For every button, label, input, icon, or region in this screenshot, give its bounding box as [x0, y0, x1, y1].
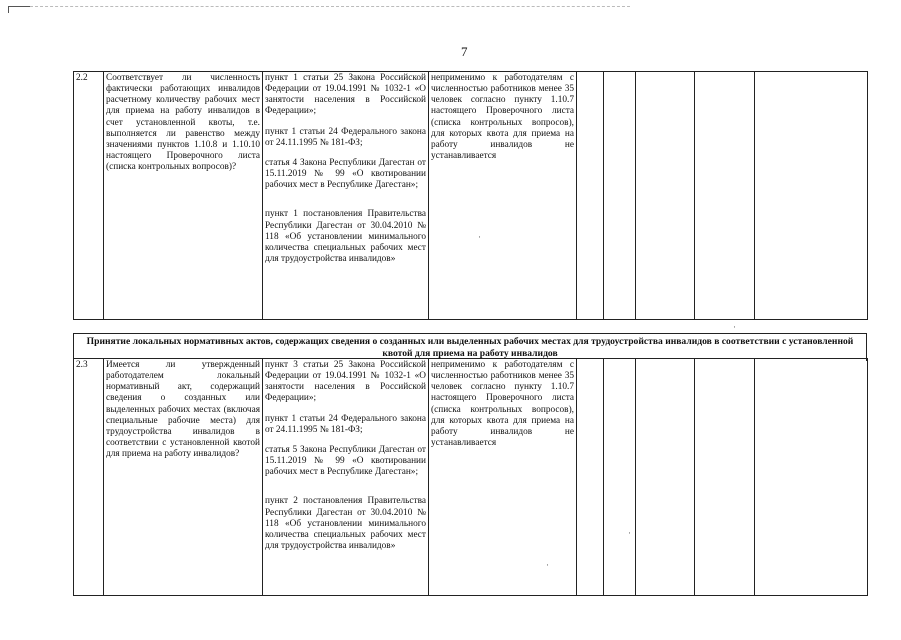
question-text: Имеется ли утвержденный работодателем локальный нормативный акт, содержащий сведения о созданных или выделенных рабочих местах (включая специальные рабочие места) для трудоустройства инвалидов в соответствии с установленной квотой для приема на работу инвалидов? — [104, 359, 263, 596]
legal-reference: статья 4 Закона Республики Дагестан от 15.11.2019 № 99 «О квотировании рабочих мест в Республике Дагестан»; — [265, 157, 426, 191]
answer-na-cell — [636, 359, 695, 596]
legal-reference: статья 5 Закона Республики Дагестан от 15.11.2019 № 99 «О квотировании рабочих мест в Республике Дагестан»; — [265, 444, 426, 478]
row-number: 2.2 — [74, 72, 104, 320]
scan-speck: · — [628, 528, 631, 538]
answer-yes-cell — [577, 359, 604, 596]
comment-cell — [695, 72, 755, 320]
legal-reference: пункт 1 статьи 24 Федерального закона от 24.11.1995 № 181-ФЗ; — [265, 126, 426, 148]
page-number: 7 — [461, 44, 468, 59]
scan-top-edge — [30, 6, 630, 7]
legal-references — [263, 359, 429, 596]
answer-yes-cell — [577, 72, 604, 320]
legal-reference: пункт 1 статьи 24 Федерального закона от 24.11.1995 № 181-ФЗ; — [265, 413, 426, 435]
scan-speck: · — [478, 232, 481, 242]
question-text: Соответствует ли численность фактически работающих инвалидов расчетному количеству рабочих мест для приема на работу инвалидов в счет установленной квоты, т.е. выполняется ли равенство между значениями пунктов 1.10.8 и 1.10.10 настоящего Проверочного листа (списка контрольных вопросов)? — [104, 72, 263, 320]
table-row — [74, 359, 868, 596]
legal-reference: пункт 3 статьи 25 Закона Российской Федерации от 19.04.1991 № 1032-1 «О занятости населения в Российской Федерации»; — [265, 360, 426, 404]
applicability-note: неприменимо к работодателям с численностью работников менее 35 человек согласно пункту 1.10.7 настоящего Проверочного листа (списка контрольных вопросов), для которых квота для приема на работу инвалидов не устанавливается — [429, 359, 577, 596]
checklist-table-upper — [73, 71, 868, 320]
notes-cell — [755, 72, 868, 320]
scan-speck: · — [733, 322, 736, 332]
notes-cell — [755, 359, 868, 596]
scan-corner-mark — [8, 6, 31, 13]
scan-speck: · — [546, 560, 549, 570]
table-row — [74, 72, 868, 320]
legal-references — [263, 72, 429, 320]
applicability-note: неприменимо к работодателям с численностью работников менее 35 человек согласно пункту 1.10.7 настоящего Проверочного листа (списка контрольных вопросов), для которых квота для приема на работу инвалидов не устанавливается — [429, 72, 577, 320]
comment-cell — [695, 359, 755, 596]
row-number: 2.3 — [74, 359, 104, 596]
answer-no-cell — [604, 359, 636, 596]
answer-no-cell — [604, 72, 636, 320]
legal-reference: пункт 1 постановления Правительства Республики Дагестан от 30.04.2010 № 118 «Об установлении минимального количества специальных рабочих мест для трудоустройства инвалидов» — [265, 209, 426, 265]
answer-na-cell — [636, 72, 695, 320]
legal-reference: пункт 2 постановления Правительства Республики Дагестан от 30.04.2010 № 118 «Об установлении минимального количества специальных рабочих мест для трудоустройства инвалидов» — [265, 496, 426, 552]
section-title: Принятие локальных нормативных актов, содержащих сведения о созданных или выделенных рабочих местах для трудоустройства инвалидов в соответствии с установленной квотой для приема на работу инвалидов — [73, 333, 867, 361]
checklist-table-lower — [73, 358, 868, 596]
legal-reference: пункт 1 статьи 25 Закона Российской Федерации от 19.04.1991 № 1032-1 «О занятости населения в Российской Федерации»; — [265, 73, 426, 117]
